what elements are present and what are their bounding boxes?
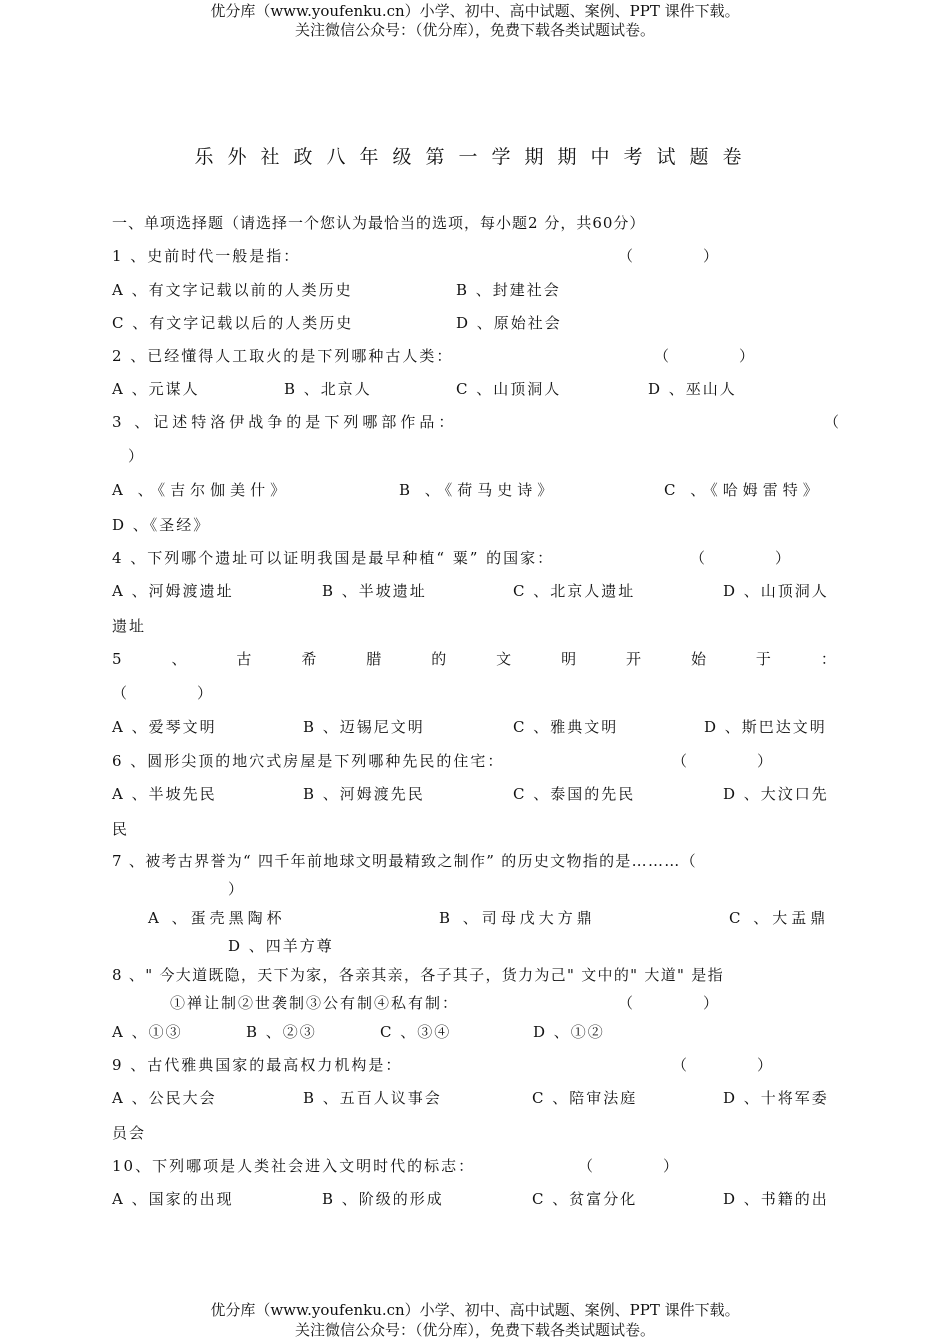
question-5-options <box>112 716 836 738</box>
option-b: B 、北京人 <box>284 380 372 398</box>
answer-bracket: （ ） <box>672 752 775 770</box>
question-7-options <box>148 907 836 929</box>
option-d: D 、十将军委 <box>723 1089 829 1107</box>
question-4-stem: 4 、下列哪个遗址可以证明我国是最早种植“ 粟” 的国家： （ ） <box>112 549 793 567</box>
question-10-options <box>112 1188 836 1210</box>
question-3-options-row2 <box>112 514 836 536</box>
option-c: C 、泰国的先民 <box>513 785 636 803</box>
option-b: B 、司母戊大方鼎 <box>439 909 596 927</box>
question-8-stem: 8 、" 今大道既隐，天下为家，各亲其亲，各子其子，货力为己" 文中的" 大道" 是指 <box>112 966 724 984</box>
option-a: A 、半坡先民 <box>112 785 217 803</box>
question-8-options <box>112 1021 836 1043</box>
option-d: D 、原始社会 <box>456 314 562 332</box>
option-a: A 、元谋人 <box>112 380 200 398</box>
option-b: B 、封建社会 <box>456 281 561 299</box>
answer-bracket: （ ） <box>690 549 793 567</box>
answer-bracket: （ ） <box>618 994 721 1012</box>
option-a: A 、《吉尔伽美什》 <box>112 481 291 499</box>
question-8-stem-line2: ①禅让制②世袭制③公有制④私有制： （ ） <box>170 994 721 1012</box>
question-6-wrap: 民 <box>112 820 130 838</box>
option-c: C 、北京人遗址 <box>513 582 636 600</box>
option-c: C 、③④ <box>380 1023 452 1041</box>
option-b: B 、河姆渡先民 <box>303 785 425 803</box>
option-c: C 、贫富分化 <box>532 1190 638 1208</box>
question-3-options <box>112 479 836 501</box>
option-c: C 、《哈姆雷特》 <box>664 481 823 499</box>
question-2-stem: 2 、已经懂得人工取火的是下列哪种古人类： （ ） <box>112 347 757 365</box>
option-d: D 、巫山人 <box>648 380 737 398</box>
option-a: A 、有文字记载以前的人类历史 <box>112 281 353 299</box>
option-c: C 、有文字记载以后的人类历史 <box>112 314 354 332</box>
question-7-stem: 7 、被考古界誉为“ 四千年前地球文明最精致之制作” 的历史文物指的是………（ <box>112 852 697 870</box>
option-d: D 、《圣经》 <box>112 516 211 534</box>
answer-bracket-open: （ <box>824 413 844 431</box>
option-a: A 、①③ <box>112 1023 183 1041</box>
question-4-options <box>112 580 836 602</box>
question-10-stem: 10、下列哪项是人类社会进入文明时代的标志： （ ） <box>112 1157 681 1175</box>
question-5-stem: 5 、 古 希 腊 的 文 明 开 始 于 ： <box>112 650 836 668</box>
question-3-stem: 3 、记述特洛伊战争的是下列哪部作品： （ <box>112 413 844 431</box>
page-footer-line2: 关注微信公众号：（优分库），免费下载各类试题试卷。 <box>294 1321 655 1339</box>
option-a: A 、河姆渡遗址 <box>112 582 234 600</box>
option-d: D 、山顶洞人 <box>723 582 829 600</box>
option-d: D 、斯巴达文明 <box>704 718 827 736</box>
question-6-options <box>112 783 836 805</box>
question-9-stem: 9 、古代雅典国家的最高权力机构是： （ ） <box>112 1056 775 1074</box>
option-d: D 、①② <box>533 1023 605 1041</box>
option-b: B 、半坡遗址 <box>322 582 427 600</box>
question-7-options-row2 <box>228 935 428 957</box>
option-b: B 、阶级的形成 <box>322 1190 444 1208</box>
page-footer-line1: 优分库（www.youfenku.cn）小学、初中、高中试题、案例、PPT 课件下载。 <box>210 1301 740 1319</box>
page-header-line2: 关注微信公众号：（优分库），免费下载各类试题试卷。 <box>294 21 655 39</box>
option-a: A 、国家的出现 <box>112 1190 234 1208</box>
option-d: D 、书籍的出 <box>723 1190 829 1208</box>
option-b: B 、迈锡尼文明 <box>303 718 425 736</box>
option-c: C 、大盂鼎 <box>729 909 830 927</box>
option-c: C 、雅典文明 <box>513 718 619 736</box>
option-b: B 、五百人议事会 <box>303 1089 442 1107</box>
option-c: C 、陪审法庭 <box>532 1089 638 1107</box>
question-1-options <box>112 279 836 301</box>
option-c: C 、山顶洞人 <box>456 380 562 398</box>
question-6-stem: 6 、圆形尖顶的地穴式房屋是下列哪种先民的住宅： （ ） <box>112 752 775 770</box>
question-9-options <box>112 1087 836 1109</box>
question-1-stem: 1 、史前时代一般是指： （ ） <box>112 247 721 265</box>
option-d: D 、四羊方尊 <box>228 937 334 955</box>
question-1-options-row2 <box>112 312 836 334</box>
answer-bracket: （ ） <box>112 684 215 702</box>
option-b: B 、②③ <box>246 1023 317 1041</box>
option-a: A 、爱琴文明 <box>112 718 217 736</box>
option-b: B 、《荷马史诗》 <box>399 481 558 499</box>
answer-bracket: （ ） <box>654 347 757 365</box>
exam-title: 乐外社政八年级第一学期期中考试题卷 <box>194 146 756 168</box>
answer-bracket: （ ） <box>618 247 721 265</box>
option-a: A 、公民大会 <box>112 1089 217 1107</box>
section-heading: 一、单项选择题（请选择一个您认为最恰当的选项，每小题2 分，共60分） <box>112 214 646 232</box>
question-4-wrap: 遗址 <box>112 617 147 635</box>
option-d: D 、大汶口先 <box>723 785 829 803</box>
page-header-line1: 优分库（www.youfenku.cn）小学、初中、高中试题、案例、PPT 课件下载。 <box>210 2 740 20</box>
option-a: A 、蛋壳黑陶杯 <box>148 909 286 927</box>
question-2-options <box>112 378 836 400</box>
question-9-wrap: 员会 <box>112 1124 147 1142</box>
answer-bracket: （ ） <box>578 1157 681 1175</box>
answer-bracket-close: ） <box>228 880 246 898</box>
answer-bracket-close: ） <box>128 447 146 465</box>
answer-bracket: （ ） <box>672 1056 775 1074</box>
